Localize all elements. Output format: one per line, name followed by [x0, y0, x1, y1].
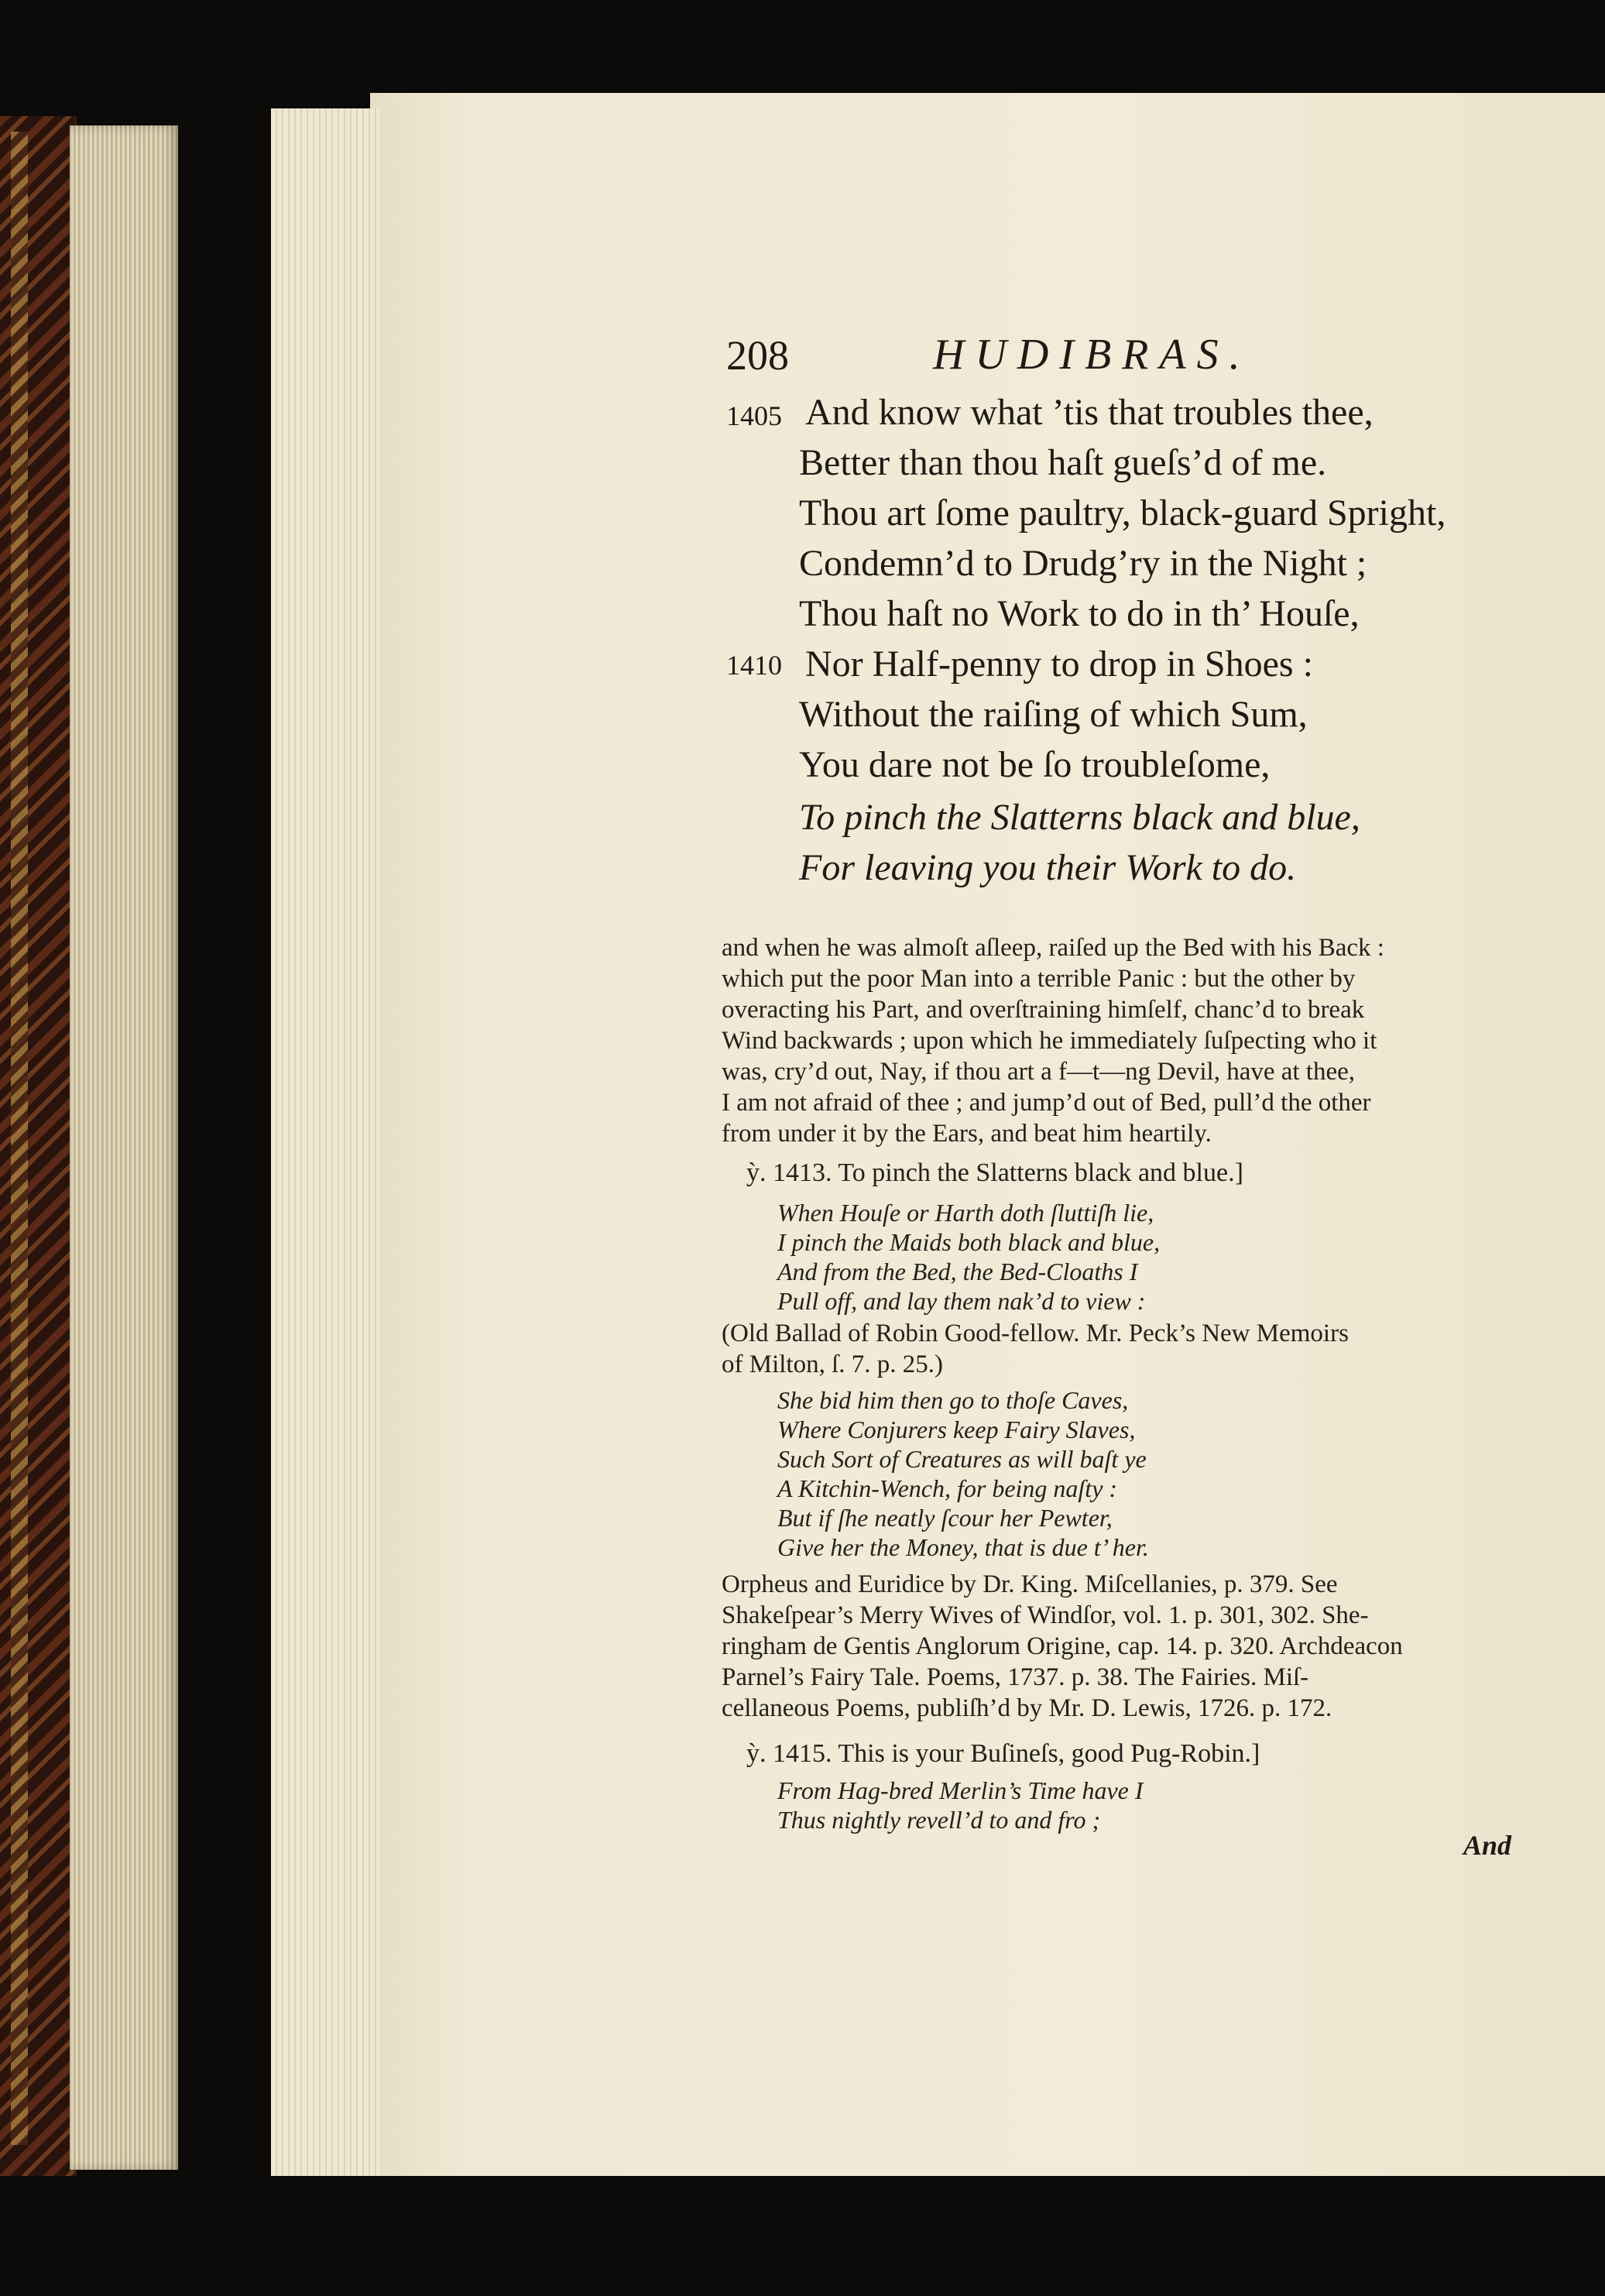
note-heading-1415: ỳ. 1415. This is your Buſineſs, good Pug-Robin.] — [746, 1739, 1260, 1768]
quote-line: And from the Bed, the Bed-Cloaths I — [777, 1258, 1138, 1285]
quote-line: She bid him then go to thoſe Caves, — [777, 1386, 1129, 1414]
quote-line: Such Sort of Creatures as will baſt ye — [777, 1445, 1147, 1473]
note-line: overacting his Part, and overſtraining himſelf, chanc’d to break — [722, 996, 1365, 1024]
verse-line: And know what ’tis that troubles thee, — [805, 392, 1374, 433]
note-line: of Milton, ſ. 7. p. 25.) — [722, 1350, 943, 1378]
gilt-spine-decoration — [11, 132, 28, 2145]
line-number-1405: 1405 — [726, 400, 782, 431]
note-heading-1413: ỳ. 1413. To pinch the Slatterns black and blue.] — [746, 1158, 1243, 1187]
page-edges-left — [70, 125, 178, 2170]
verse-line: Thou haſt no Work to do in th’ Houſe, — [799, 593, 1360, 634]
verse-line: For leaving you their Work to do. — [799, 847, 1297, 888]
note-line: from under it by the Ears, and beat him heartily. — [722, 1120, 1212, 1148]
note-line: and when he was almoſt aſleep, raiſed up the Bed with his Back : — [722, 934, 1384, 962]
note-line: cellaneous Poems, publiſh’d by Mr. D. Lewis, 1726. p. 172. — [722, 1694, 1332, 1722]
note-line: I am not afraid of thee ; and jump’d out of Bed, pull’d the other — [722, 1089, 1371, 1117]
note-line: which put the poor Man into a terrible Panic : but the other by — [722, 965, 1356, 993]
quote-line: Give her the Money, that is due t’ her. — [777, 1533, 1149, 1561]
verse-line: To pinch the Slatterns black and blue, — [799, 797, 1360, 838]
catchword: And — [1463, 1830, 1512, 1861]
verse-line: Nor Half-penny to drop in Shoes : — [805, 643, 1313, 685]
quote-line: Pull off, and lay them nak’d to view : — [777, 1287, 1146, 1315]
verse-line: Better than thou haſt gueſs’d of me. — [799, 442, 1327, 483]
verse-line: Thou art ſome paultry, black-guard Spright, — [799, 492, 1446, 534]
running-title: HUDIBRAS. — [933, 331, 1251, 379]
quote-line: When Houſe or Harth doth ſluttiſh lie, — [777, 1199, 1154, 1227]
line-number-1410: 1410 — [726, 650, 782, 681]
quote-line: A Kitchin-Wench, for being naſty : — [777, 1474, 1118, 1502]
quote-line: From Hag-bred Merlin’s Time have I — [777, 1776, 1144, 1804]
quote-line: I pinch the Maids both black and blue, — [777, 1228, 1161, 1256]
quote-line: Where Conjurers keep Fairy Slaves, — [777, 1416, 1136, 1443]
verse-line: Without the raiſing of which Sum, — [799, 694, 1308, 735]
note-line: (Old Ballad of Robin Good-fellow. Mr. Peck’s New Memoirs — [722, 1320, 1349, 1347]
note-line: Orpheus and Euridice by Dr. King. Miſcellanies, p. 379. See — [722, 1570, 1338, 1598]
page-gutter — [271, 108, 379, 2176]
note-line: Wind backwards ; upon which he immediately ſuſpecting who it — [722, 1027, 1377, 1055]
quote-line: But if ſhe neatly ſcour her Pewter, — [777, 1504, 1113, 1532]
verse-line: Condemn’d to Drudg’ry in the Night ; — [799, 543, 1367, 584]
quote-line: Thus nightly revell’d to and fro ; — [777, 1806, 1101, 1834]
note-line: ringham de Gentis Anglorum Origine, cap. 14. p. 320. Archdeacon — [722, 1632, 1403, 1660]
page-number: 208 — [726, 332, 789, 379]
verse-line: You dare not be ſo troubleſome, — [799, 744, 1271, 785]
note-line: Shakeſpear’s Merry Wives of Windſor, vol. 1. p. 301, 302. She- — [722, 1601, 1369, 1629]
note-line: Parnel’s Fairy Tale. Poems, 1737. p. 38. The Fairies. Miſ- — [722, 1663, 1309, 1691]
note-line: was, cry’d out, Nay, if thou art a f—t—ng Devil, have at thee, — [722, 1058, 1356, 1086]
